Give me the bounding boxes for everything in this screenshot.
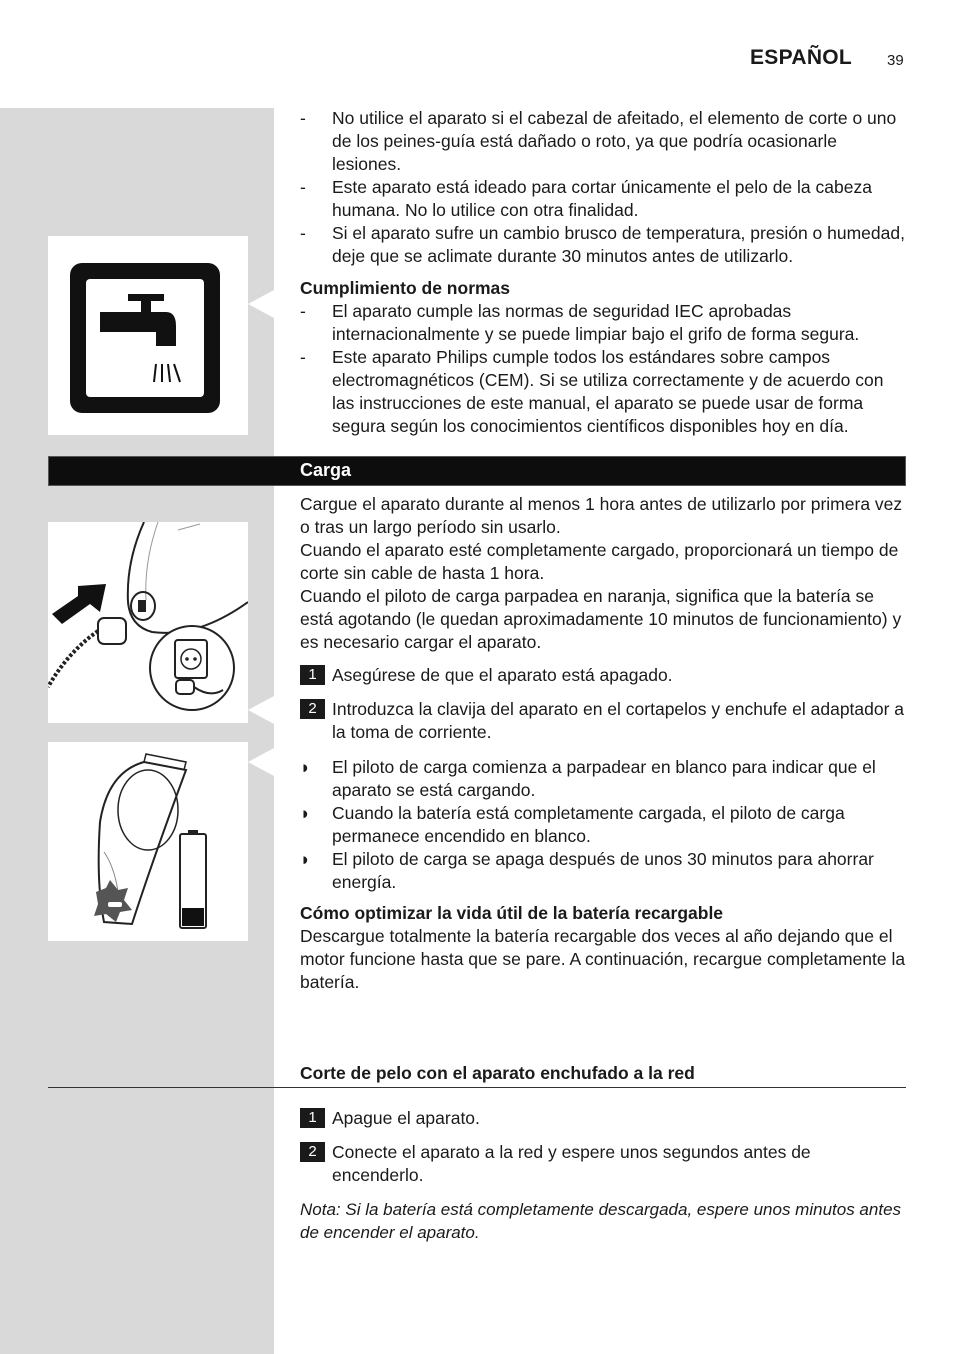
charging-light-illustration	[48, 742, 248, 941]
corded-heading: Corte de pelo con el aparato enchufado a la red	[300, 1063, 695, 1083]
dash-marker: -	[300, 108, 306, 128]
compliance-item: - Este aparato Philips cumple todos los estándares sobre campos electromagnéticos (CEM). Si se utiliza correctamente y de acuerdo con las instrucciones de este manual, el aparato se puede usar de forma segura según los conocimientos científicos disponibles hoy en día.	[300, 347, 884, 436]
clipper-battery-icon	[48, 742, 248, 941]
result-item: ◗ El piloto de carga se apaga después de unos 30 minutos para ahorrar energía.	[300, 849, 874, 892]
dash-marker: -	[300, 177, 306, 197]
compliance-section	[300, 277, 906, 438]
section-bar-charging	[48, 456, 906, 486]
step-number: 1	[300, 1108, 325, 1128]
dash-marker: -	[300, 347, 306, 367]
language-label: ESPAÑOL	[750, 46, 853, 69]
washable-tap-illustration	[48, 236, 248, 435]
charging-results	[300, 756, 906, 894]
charging-step-2: 2 Introduzca la clavija del aparato en el cortapelos y enchufe el adaptador a la toma de corriente.	[300, 698, 906, 744]
result-item: ◗ El piloto de carga comienza a parpadear en blanco para indicar que el aparato se está cargando.	[300, 757, 876, 800]
step-number: 1	[300, 665, 325, 685]
warning-item: - Si el aparato sufre un cambio brusco de temperatura, presión o humedad, deje que se aclimate durante 30 minutos antes de utilizarlo.	[300, 223, 905, 266]
corded-step-2: 2 Conecte el aparato a la red y espere unos segundos antes de encenderlo.	[300, 1141, 906, 1187]
step-number: 2	[300, 1142, 325, 1162]
battery-heading: Cómo optimizar la vida útil de la batería recargable	[300, 903, 724, 923]
safety-warnings	[300, 107, 906, 268]
corded-note: Nota: Si la batería está completamente descargada, espere unos minutos antes de encender el aparato.	[300, 1200, 902, 1242]
tap-icon	[48, 236, 248, 435]
callout-notch	[248, 748, 274, 776]
warning-item: - Este aparato está ideado para cortar únicamente el pelo de la cabeza humana. No lo utilice con otra finalidad.	[300, 177, 872, 220]
warning-item: - No utilice el aparato si el cabezal de afeitado, el elemento de corte o uno de los peines-guía está dañado o roto, ya que podría ocasionarle lesiones.	[300, 108, 897, 174]
callout-notch	[248, 696, 274, 724]
battery-text: Descargue totalmente la batería recargable dos veces al año dejando que el motor funcione hasta que se pare. A continuación, recargue completamente la batería.	[300, 926, 906, 992]
section-title-charging: Carga	[300, 460, 352, 480]
result-marker-icon: ◗	[300, 849, 311, 869]
battery-life-section	[300, 902, 906, 994]
charging-paragraph: Cuando el aparato esté completamente cargado, proporcionará un tiempo de corte sin cable de hasta 1 hora.	[300, 540, 899, 583]
corded-step-1: 1 Apague el aparato.	[300, 1107, 906, 1130]
plug-in-illustration	[48, 522, 248, 723]
result-marker-icon: ◗	[300, 803, 311, 823]
plug-icon	[48, 522, 248, 723]
page-number: 39	[887, 52, 904, 69]
compliance-heading: Cumplimiento de normas	[300, 278, 511, 298]
result-item: ◗ Cuando la batería está completamente cargada, el piloto de carga permanece encendido en blanco.	[300, 803, 845, 846]
charging-paragraph: Cargue el aparato durante al menos 1 hora antes de utilizarlo por primera vez o tras un largo período sin usarlo.	[300, 494, 903, 537]
result-marker-icon: ◗	[300, 757, 311, 777]
compliance-item: - El aparato cumple las normas de seguridad IEC aprobadas internacionalmente y se puede limpiar bajo el grifo de forma segura.	[300, 301, 860, 344]
dash-marker: -	[300, 223, 306, 243]
step-number: 2	[300, 699, 325, 719]
section-rule	[48, 1087, 906, 1088]
charging-paragraph: Cuando el piloto de carga parpadea en naranja, significa que la batería se está agotando (le quedan aproximadamente 10 minutos de funcionamiento) y es necesario cargar el aparato.	[300, 586, 902, 652]
charging-intro	[300, 493, 906, 654]
callout-notch	[248, 290, 274, 318]
charging-step-1: 1 Asegúrese de que el aparato está apagado.	[300, 664, 906, 687]
dash-marker: -	[300, 301, 306, 321]
